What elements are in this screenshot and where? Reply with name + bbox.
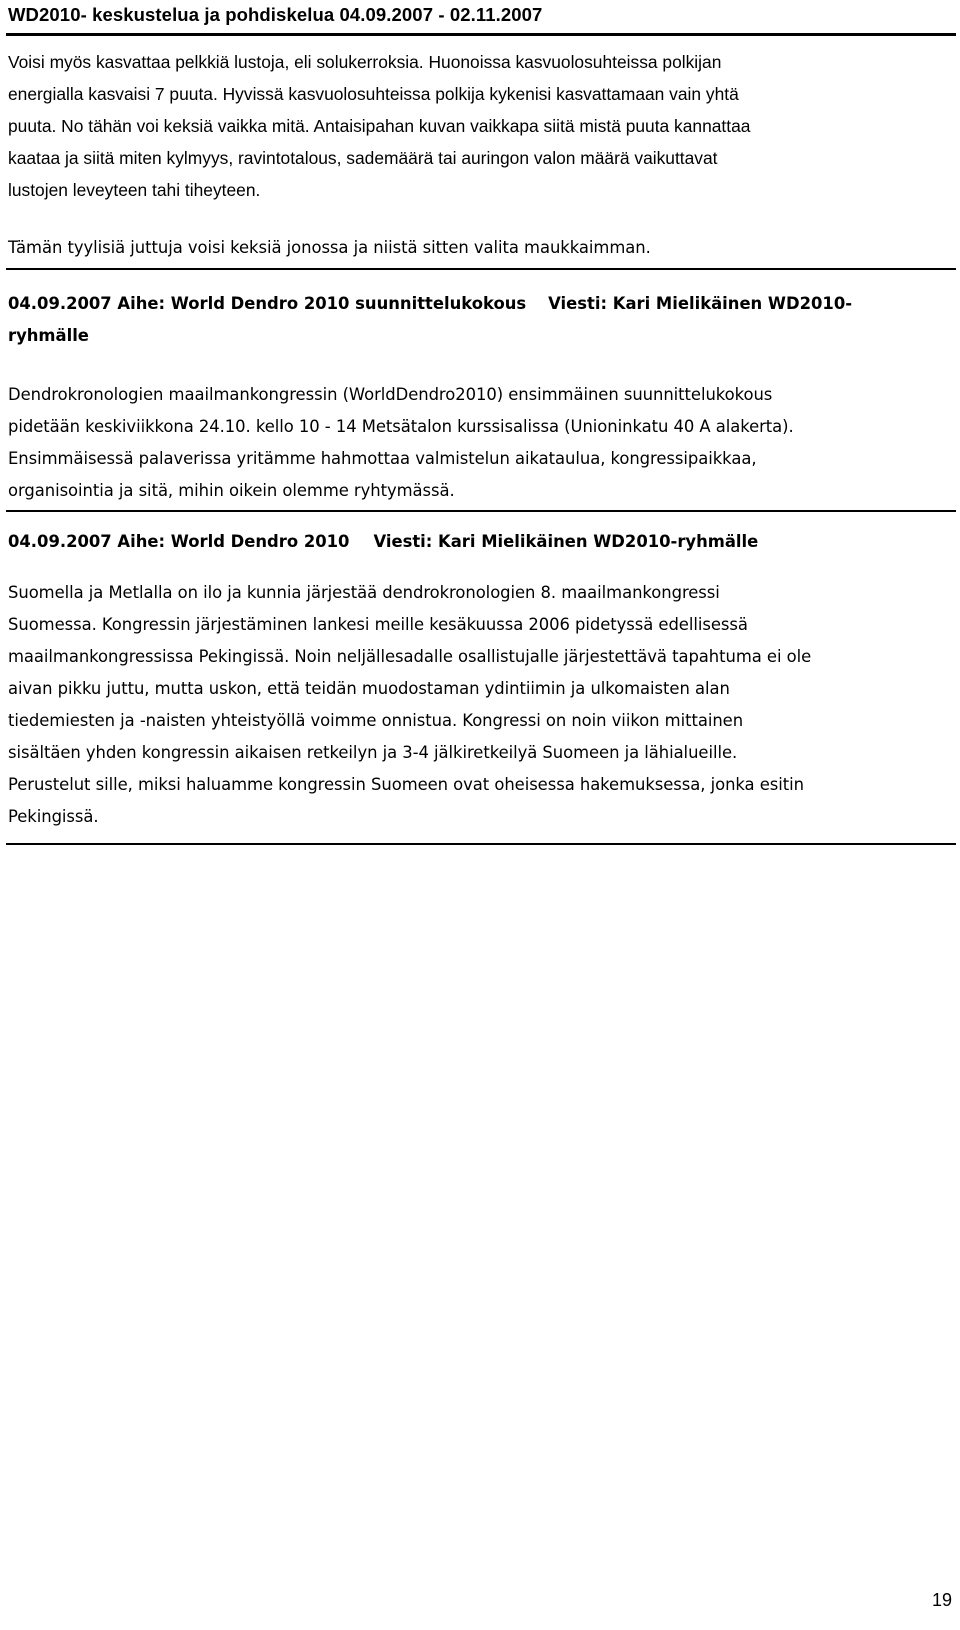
- paragraph-line: pidetään keskiviikkona 24.10. kello 10 - 14 Metsätalon kurssisalissa (Unioninkatu 40 A alakerta).: [8, 417, 794, 436]
- section-divider: [6, 268, 956, 270]
- subject-sender: Viesti: Kari Mielikäinen WD2010-ryhmälle: [373, 532, 759, 551]
- message-1-subject: [8, 288, 953, 352]
- page-number: 19: [931, 1590, 952, 1610]
- paragraph-line: energialla kasvaisi 7 puuta. Hyvissä kasvuolosuhteissa polkija kykenisi kasvattamaan vain yhtä: [8, 84, 739, 104]
- paragraph-line: Perustelut sille, miksi haluamme kongressin Suomeen ovat oheisessa hakemuksessa, jonka esitin: [8, 775, 804, 794]
- paragraph-2: [8, 232, 953, 264]
- subject-line: [8, 288, 953, 320]
- subject-topic: 04.09.2007 Aihe: World Dendro 2010 suunnittelukokous: [8, 294, 527, 313]
- paragraph-line: lustojen leveyteen tahi tiheyteen.: [8, 180, 261, 200]
- paragraph-line: Pekingissä.: [8, 807, 99, 826]
- section-divider: [6, 843, 956, 845]
- paragraph-1: [8, 46, 953, 206]
- paragraph-line: maailmankongressissa Pekingissä. Noin neljällesadalle osallistujalle järjestettävä tapahtuma ei ole: [8, 647, 812, 666]
- paragraph-line: aivan pikku juttu, mutta uskon, että teidän muodostaman ydintiimin ja ulkomaisten alan: [8, 679, 730, 698]
- subject-line: [8, 526, 953, 558]
- message-2-body: [8, 577, 953, 833]
- message-1-body: [8, 379, 953, 507]
- message-2-subject: [8, 526, 953, 558]
- paragraph-line: kaataa ja siitä miten kylmyys, ravintotalous, sademäärä tai auringon valon määrä vaikuttavat: [8, 148, 718, 168]
- paragraph-line: Dendrokronologien maailmankongressin (WorldDendro2010) ensimmäinen suunnittelukokous: [8, 385, 773, 404]
- subject-sender: Viesti: Kari Mielikäinen WD2010-: [548, 294, 853, 313]
- section-divider: [6, 510, 956, 512]
- subject-topic: 04.09.2007 Aihe: World Dendro 2010: [8, 532, 350, 551]
- paragraph-line: organisointia ja sitä, mihin oikein olemme ryhtymässä.: [8, 481, 455, 500]
- paragraph-line: Suomella ja Metlalla on ilo ja kunnia järjestää dendrokronologien 8. maailmankongressi: [8, 583, 720, 602]
- header-rule: [6, 33, 956, 36]
- paragraph-line: Tämän tyylisiä juttuja voisi keksiä jonossa ja niistä sitten valita maukkaimman.: [8, 238, 651, 257]
- paragraph-line: puuta. No tähän voi keksiä vaikka mitä. Antaisipahan kuvan vaikkapa siitä mistä puuta kannattaa: [8, 116, 751, 136]
- paragraph-line: Suomessa. Kongressin järjestäminen lankesi meille kesäkuussa 2006 pidetyssä edellisessä: [8, 615, 748, 634]
- subject-line: ryhmälle: [8, 326, 89, 345]
- paragraph-line: Ensimmäisessä palaverissa yritämme hahmottaa valmistelun aikataulua, kongressipaikkaa,: [8, 449, 757, 468]
- paragraph-line: sisältäen yhden kongressin aikaisen retkeilyn ja 3-4 jälkiretkeilyä Suomeen ja lähialueille.: [8, 743, 738, 762]
- paragraph-line: tiedemiesten ja -naisten yhteistyöllä voimme onnistua. Kongressi on noin viikon mittainen: [8, 711, 744, 730]
- paragraph-line: Voisi myös kasvattaa pelkkiä lustoja, eli solukerroksia. Huonoissa kasvuolosuhteissa polkijan: [8, 52, 722, 72]
- page-header-title: WD2010- keskustelua ja pohdiskelua 04.09.2007 - 02.11.2007: [8, 4, 543, 25]
